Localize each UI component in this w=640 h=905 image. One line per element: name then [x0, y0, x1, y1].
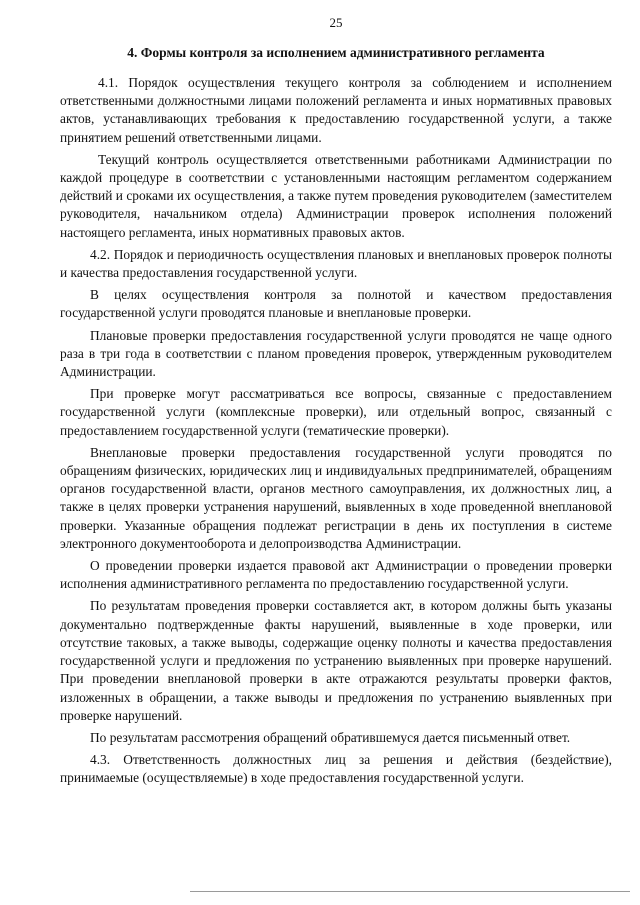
page-number: 25	[329, 15, 343, 30]
paragraph-legal-act: О проведении проверки издается правовой акт Администрации о проведении проверки исполнения административного регламента по предоставлению государственной услуги.	[60, 558, 612, 592]
paragraph-4-1: 4.1. Порядок осуществления текущего контроля за соблюдением и исполнением ответственными должностными лицами положений регламента и иных нормативных правовых актов, устанавливающих требования к предоставлению государственной услуги, а также принятием решений ответственными лицами.	[60, 75, 612, 145]
paragraph-4-3: 4.3. Ответственность должностных лиц за решения и действия (бездействие), принимаемые (осуществляемые) в ходе предоставления государственной услуги.	[60, 752, 612, 786]
paragraph-current-control: Текущий контроль осуществляется ответственными работниками Администрации по каждой процедуре в соответствии с установленными настоящим регламентом содержанием действий и сроками их осуществления, а также путем проведения руководителем (заместителем руководителя, начальником отдела) Администрации проверок исполнения положений настоящего регламента, иных нормативных правовых актов.	[60, 151, 612, 240]
document-page	[60, 14, 612, 792]
paragraph-control-goals: В целях осуществления контроля за полнотой и качеством предоставления государственной услуги проводятся плановые и внеплановые проверки.	[60, 287, 612, 321]
paragraph-planned-checks: Плановые проверки предоставления государственной услуги проводятся не чаще одного раза в три года в соответствии с планом проведения проверок, утвержденным руководителем Администрации.	[60, 327, 612, 380]
bottom-divider	[190, 891, 630, 892]
paragraph-unplanned-checks: Внеплановые проверки предоставления государственной услуги проводятся по обращениям физических, юридических лиц и индивидуальных предпринимателей, обращениям органов государственной власти, органов местного самоуправления, их должностных лиц, а также в целях проверки устранения нарушений, выявленных в ходе проведенной внеплановой проверки. Указанные обращения подлежат регистрации в день их поступления в системе электронного документооборота и делопроизводства Администрации.	[60, 444, 612, 551]
paragraph-written-answer: По результатам рассмотрения обращений обратившемуся дается письменный ответ.	[90, 729, 571, 745]
paragraph-4-2: 4.2. Порядок и периодичность осуществления плановых и внеплановых проверок полноты и качества предоставления государственной услуги.	[60, 246, 612, 281]
paragraph-check-results: По результатам проведения проверки составляется акт, в котором должны быть указаны документально подтвержденные факты нарушений, выявленные в ходе проверки, или отсутствие таковых, а также выводы, содержащие оценку полноты и качества предоставления государственной услуги и предложения по устранению выявленных при проверке нарушений. При проведении внеплановой проверки в акте отражаются результаты проверки фактов, изложенных в обращении, а также выводы и предложения по устранению выявленных при проверке нарушений.	[60, 598, 612, 723]
paragraph-check-scope: При проверке могут рассматриваться все вопросы, связанные с предоставлением государственной услуги (комплексные проверки), или отдельный вопрос, связанный с предоставлением государственной услуги (тематические проверки).	[60, 386, 612, 438]
section-heading: 4. Формы контроля за исполнением административного регламента	[127, 45, 545, 60]
